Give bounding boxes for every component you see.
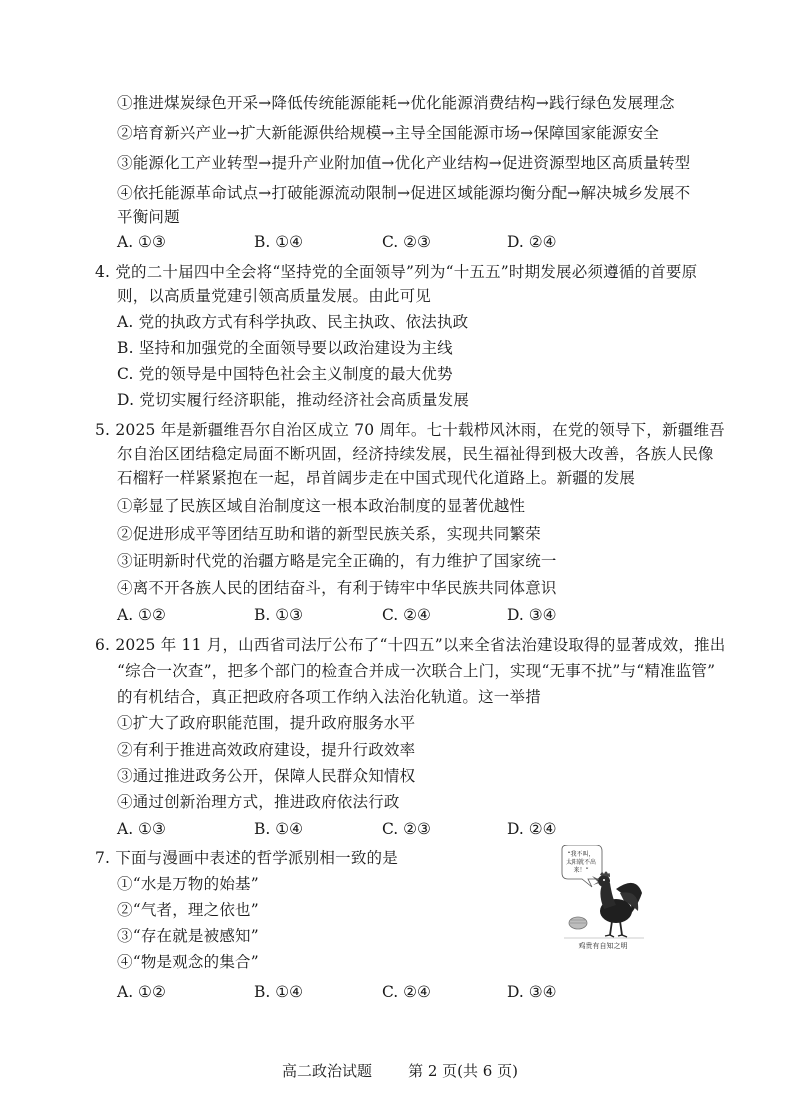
q4-stem-2: 则，以高质量党建引领高质量发展。由此可见 (117, 287, 432, 305)
cartoon-caption: 鸡贵有自知之明 (578, 942, 628, 950)
q6-item-3: ③通过推进政务公开，保障人民群众知情权 (117, 767, 416, 785)
q5-option-a: A. ①② (117, 606, 166, 624)
q7-item-3: ③“存在就是被感知” (117, 927, 259, 945)
q3-item-1: ①推进煤炭绿色开采→降低传统能源能耗→优化能源消费结构→践行绿色发展理念 (117, 94, 675, 112)
q3-item-2: ②培育新兴产业→扩大新能源供给规模→主导全国能源市场→保障国家能源安全 (117, 124, 659, 142)
q7-option-c: C. ②④ (382, 983, 431, 1001)
q6-stem-3: 的有机结合，真正把政府各项工作纳入法治化轨道。这一举措 (117, 688, 541, 706)
q5-stem-3: 石榴籽一样紧紧抱在一起，昂首阔步走在中国式现代化道路上。新疆的发展 (117, 469, 636, 487)
speech-bubble: “我不叫，太阳就不出来！” (566, 851, 597, 874)
q5-option-d: D. ③④ (507, 606, 557, 624)
q3-item-4: ④依托能源革命试点→打破能源流动限制→促进区域能源均衡分配→解决城乡发展不 (117, 184, 691, 202)
q6-stem-2: “综合一次查”，把多个部门的检查合并成一次联合上门，实现“无事不扰”与“精准监管” (117, 662, 716, 680)
q7-option-b: B. ①④ (254, 983, 304, 1001)
q6-option-b: B. ①④ (254, 820, 304, 838)
q5-item-2: ②促进形成平等团结互助和谐的新型民族关系，实现共同繁荣 (117, 525, 541, 543)
cartoon-illustration (558, 845, 648, 957)
page-footer (0, 1060, 800, 1082)
q3-option-c: C. ②③ (382, 233, 431, 251)
q6-item-1: ①扩大了政府职能范围，提升政府服务水平 (117, 714, 416, 732)
q5-item-3: ③证明新时代党的治疆方略是完全正确的，有力维护了国家统一 (117, 552, 557, 570)
q5-item-1: ①彰显了民族区域自治制度这一根本政治制度的显著优越性 (117, 497, 526, 515)
q6-option-c: C. ②③ (382, 820, 431, 838)
q3-option-b: B. ①④ (254, 233, 304, 251)
q5-stem-2: 尔自治区团结稳定局面不断巩固，经济持续发展，民生福祉得到极大改善，各族人民像 (117, 445, 714, 463)
q7-option-d: D. ③④ (507, 983, 557, 1001)
q6-option-d: D. ②④ (507, 820, 557, 838)
q3-option-d: D. ②④ (507, 233, 557, 251)
q5-item-4: ④离不开各族人民的团结奋斗，有利于铸牢中华民族共同体意识 (117, 579, 557, 597)
q7-stem: 7. 下面与漫画中表述的哲学派别相一致的是 (95, 849, 398, 867)
q6-stem-1: 6. 2025 年 11 月，山西省司法厅公布了“十四五”以来全省法治建设取得的显著成效，推出 (95, 636, 726, 654)
q6-item-4: ④通过创新治理方式，推进政府依法行政 (117, 793, 400, 811)
q4-choice-d: D. 党切实履行经济职能，推动经济社会高质量发展 (117, 391, 470, 409)
q6-option-a: A. ①③ (117, 820, 166, 838)
q5-option-b: B. ①③ (254, 606, 304, 624)
q7-item-4: ④“物是观念的集合” (117, 953, 259, 971)
q3-item-4-cont: 平衡问题 (117, 208, 180, 226)
q4-stem-1: 4. 党的二十届四中全会将“坚持党的全面领导”列为“十五五”时期发展必须遵循的首要原 (95, 263, 698, 281)
q3-item-3: ③能源化工产业转型→提升产业附加值→优化产业结构→促进资源型地区高质量转型 (117, 154, 691, 172)
footer-subject: 高二政治试题 (282, 1062, 373, 1080)
q3-option-a: A. ①③ (117, 233, 166, 251)
footer-page-number: 第 2 页(共 6 页) (408, 1062, 518, 1080)
q7-option-a: A. ①② (117, 983, 166, 1001)
q4-choice-b: B. 坚持和加强党的全面领导要以政治建设为主线 (117, 339, 453, 357)
q6-item-2: ②有利于推进高效政府建设，提升行政效率 (117, 741, 416, 759)
q7-item-1: ①“水是万物的始基” (117, 875, 259, 893)
q7-item-2: ②“气者，理之依也” (117, 901, 259, 919)
q5-stem-1: 5. 2025 年是新疆维吾尔自治区成立 70 周年。七十载栉风沐雨，在党的领导下，新疆维吾 (95, 421, 725, 439)
q5-option-c: C. ②④ (382, 606, 431, 624)
q4-choice-c: C. 党的领导是中国特色社会主义制度的最大优势 (117, 365, 453, 383)
q4-choice-a: A. 党的执政方式有科学执政、民主执政、依法执政 (117, 313, 469, 331)
